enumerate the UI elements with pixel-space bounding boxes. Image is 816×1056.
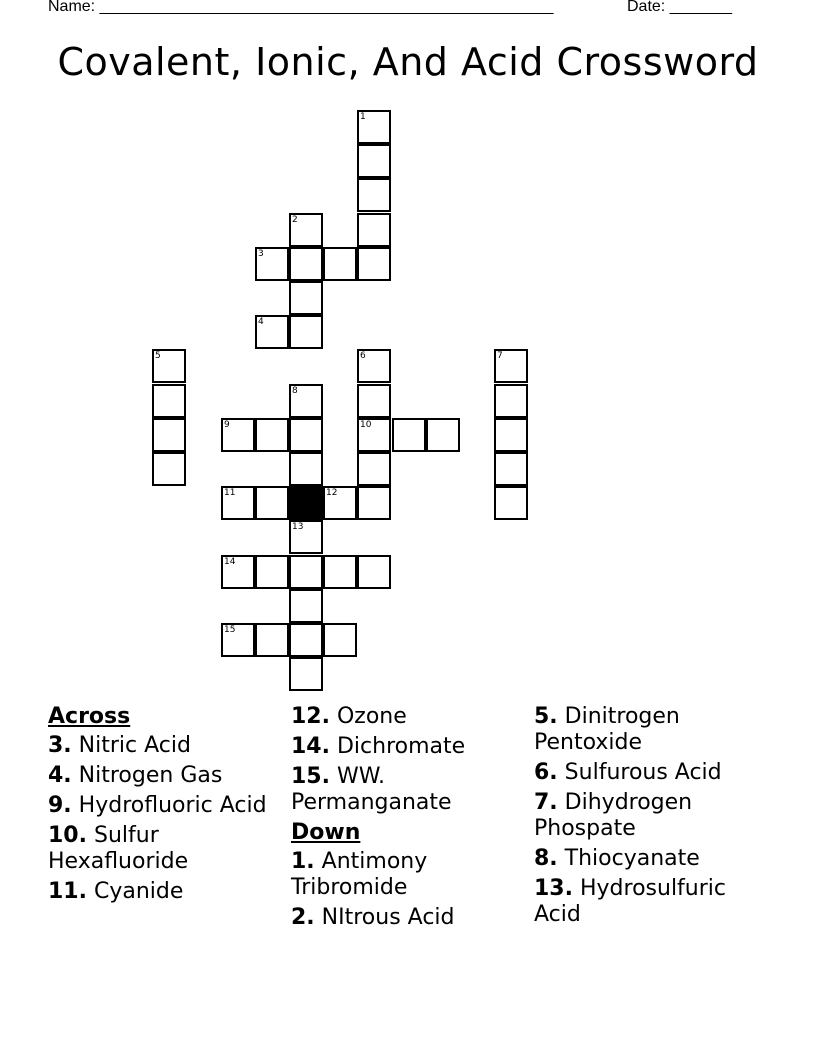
clue-across-12: 12. Ozone — [291, 704, 407, 729]
grid-cell[interactable] — [289, 418, 323, 452]
grid-cell[interactable] — [289, 520, 323, 554]
grid-cell[interactable] — [494, 452, 528, 486]
grid-cell[interactable] — [152, 384, 186, 418]
clue-down-5: 5. Dinitrogen Pentoxide — [534, 704, 680, 755]
grid-cell[interactable] — [357, 418, 391, 452]
grid-cell[interactable] — [255, 247, 289, 281]
grid-cell[interactable] — [357, 178, 391, 212]
clue-down-13: 13. Hydrosulfuric Acid — [534, 876, 726, 927]
name-field-label: Name: ___________________________________________________ — [48, 0, 554, 15]
grid-cell[interactable] — [289, 315, 323, 349]
clue-down-6: 6. Sulfurous Acid — [534, 760, 722, 785]
clues-column-1 — [48, 704, 278, 909]
grid-cell[interactable] — [392, 418, 426, 452]
grid-cell[interactable] — [426, 418, 460, 452]
grid-cell[interactable] — [323, 555, 357, 589]
grid-cell[interactable] — [289, 247, 323, 281]
grid-cell[interactable] — [221, 486, 255, 520]
grid-cell[interactable] — [255, 623, 289, 657]
clue-across-11: 11. Cyanide — [48, 879, 184, 904]
grid-cell[interactable] — [221, 555, 255, 589]
grid-cell[interactable] — [494, 349, 528, 383]
grid-cell[interactable] — [289, 281, 323, 315]
grid-cell[interactable] — [494, 486, 528, 520]
clue-number: 15 — [224, 625, 236, 635]
page-title: Covalent, Ionic, And Acid Crossword — [57, 40, 759, 84]
clue-number: 14 — [224, 557, 236, 567]
clue-number: 9 — [224, 420, 230, 430]
clue-number: 4 — [258, 317, 264, 327]
clue-number: 2 — [292, 215, 298, 225]
grid-cell[interactable] — [289, 657, 323, 691]
grid-cell[interactable] — [357, 213, 391, 247]
grid-cell[interactable] — [494, 384, 528, 418]
clue-number: 10 — [360, 420, 372, 430]
grid-cell[interactable] — [289, 384, 323, 418]
grid-cell[interactable] — [255, 315, 289, 349]
clue-number: 13 — [292, 522, 304, 532]
clue-down-7: 7. Dihydrogen Phospate — [534, 790, 693, 841]
clues-column-2 — [291, 704, 521, 935]
clue-down-8: 8. Thiocyanate — [534, 846, 700, 871]
grid-cell[interactable] — [221, 418, 255, 452]
grid-cell[interactable] — [255, 555, 289, 589]
clue-number: 12 — [326, 488, 338, 498]
grid-cell[interactable] — [289, 452, 323, 486]
clue-across-4: 4. Nitrogen Gas — [48, 763, 223, 788]
clue-across-9: 9. Hydrofluoric Acid — [48, 793, 267, 818]
clue-across-10: 10. Sulfur Hexafluoride — [48, 823, 189, 874]
grid-cell[interactable] — [255, 486, 289, 520]
grid-cell[interactable] — [289, 555, 323, 589]
grid-cell[interactable] — [152, 452, 186, 486]
clue-across-14: 14. Dichromate — [291, 734, 466, 759]
grid-cell[interactable] — [357, 247, 391, 281]
clue-number: 1 — [360, 112, 366, 122]
grid-cell[interactable] — [221, 623, 255, 657]
clue-number: 7 — [497, 351, 503, 361]
clue-down-2: 2. NItrous Acid — [291, 905, 455, 930]
grid-cell[interactable] — [289, 623, 323, 657]
across-heading: Across — [48, 704, 131, 729]
grid-cell[interactable] — [357, 452, 391, 486]
grid-cell[interactable] — [357, 144, 391, 178]
grid-cell[interactable] — [323, 486, 357, 520]
grid-cell[interactable] — [357, 349, 391, 383]
grid-cell[interactable] — [289, 213, 323, 247]
grid-cell[interactable] — [152, 418, 186, 452]
clue-across-15: 15. WW. Permanganate — [291, 764, 452, 815]
clue-down-1: 1. Antimony Tribromide — [291, 849, 428, 900]
clue-number: 11 — [224, 488, 236, 498]
date-field-label: Date: _______ — [627, 0, 732, 15]
grid-cell[interactable] — [357, 486, 391, 520]
clues-column-3 — [534, 704, 764, 932]
grid-cell[interactable] — [357, 384, 391, 418]
grid-cell[interactable] — [323, 623, 357, 657]
grid-cell[interactable] — [357, 110, 391, 144]
grid-cell[interactable] — [152, 349, 186, 383]
grid-cell[interactable] — [357, 555, 391, 589]
grid-cell[interactable] — [494, 418, 528, 452]
clue-number: 8 — [292, 386, 298, 396]
grid-cell[interactable] — [323, 247, 357, 281]
clue-across-3: 3. Nitric Acid — [48, 733, 191, 758]
clue-number: 6 — [360, 351, 366, 361]
black-cell — [289, 486, 323, 520]
grid-cell[interactable] — [255, 418, 289, 452]
grid-cell[interactable] — [289, 589, 323, 623]
clue-number: 3 — [258, 249, 264, 259]
clue-number: 5 — [155, 351, 161, 361]
down-heading: Down — [291, 820, 361, 845]
